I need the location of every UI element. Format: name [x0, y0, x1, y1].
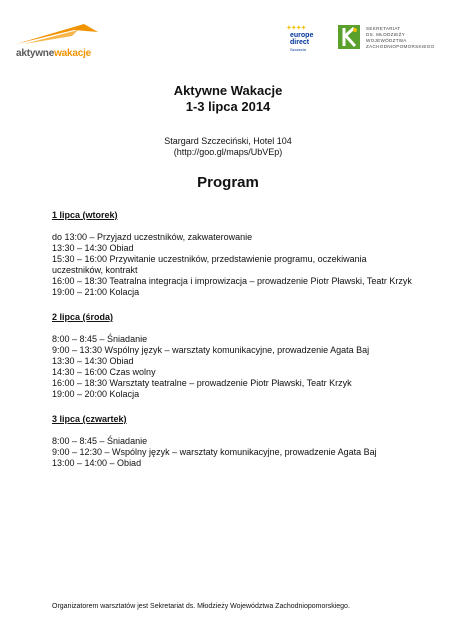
schedule-item: 13:30 – 14:30 Obiad — [52, 243, 134, 253]
program-days — [52, 210, 412, 483]
aktywne-wakacje-logo — [14, 22, 104, 64]
secretariat-logo — [338, 25, 450, 55]
europe-direct-line1: europe — [290, 32, 314, 39]
event-location: Stargard Szczeciński, Hotel 104 — [164, 136, 292, 146]
program-heading: Program — [197, 174, 259, 191]
schedule-item: do 13:00 – Przyjazd uczestników, zakwaterowanie — [52, 232, 253, 242]
event-dates: 1-3 lipca 2014 — [185, 99, 271, 114]
event-map-link[interactable]: (http://goo.gl/maps/UbVEp) — [173, 147, 283, 157]
day-title: 2 lipca (środa) — [52, 312, 114, 322]
organizer-footer: Organizatorem warsztatów jest Sekretariat ds. Młodzieży Województwa Zachodniopomorskiego. — [52, 603, 350, 610]
schedule-item: 14:30 – 16:00 Czas wolny — [52, 367, 156, 377]
schedule-item: 19:00 – 21:00 Kolacja — [52, 287, 140, 297]
schedule-item: 16:00 – 18:30 Teatralna integracja i improwizacja – prowadzenie Piotr Pławski, Teatr Krzyk — [52, 276, 412, 286]
schedule-item: 15:30 – 16:00 Przywitanie uczestników, przedstawienie programu, oczekiwania uczestników, kontrakt — [52, 254, 367, 275]
schedule-item: 13:00 – 14:00 – Obiad — [52, 458, 142, 468]
eu-stars-icon: ✦✦✦✦ — [286, 25, 306, 32]
day-title: 3 lipca (czwartek) — [52, 414, 127, 424]
logo-text: aktywnewakacje — [16, 48, 92, 59]
europe-direct-logo — [284, 24, 320, 58]
secretariat-logo-text: SEKRETARIAT DS. MŁODZIEŻY WOJEWÓDZTWA ZACHODNIOPOMORSKIEGO — [366, 26, 435, 49]
day-1 — [52, 210, 412, 298]
schedule-item: 8:00 – 8:45 – Śniadanie — [52, 436, 148, 446]
schedule-item: 9:00 – 13:30 Wspólny język – warsztaty komunikacyjne, prowadzenie Agata Baj — [52, 345, 370, 355]
day-title: 1 lipca (wtorek) — [52, 210, 118, 220]
europe-direct-line3: Szczecin — [290, 47, 307, 52]
schedule-item: 13:30 – 14:30 Obiad — [52, 356, 134, 366]
schedule-item: 9:00 – 12:30 – Wspólny język – warsztaty komunikacyjne, prowadzenie Agata Baj — [52, 447, 377, 457]
secretariat-mark-icon — [338, 25, 360, 49]
schedule-item: 16:00 – 18:30 Warsztaty teatralne – prowadzenie Piotr Pławski, Teatr Krzyk — [52, 378, 352, 388]
day-2 — [52, 312, 412, 400]
event-title: Aktywne Wakacje — [173, 83, 283, 98]
day-3 — [52, 414, 412, 469]
schedule-item: 19:00 – 20:00 Kolacja — [52, 389, 140, 399]
europe-direct-line2: direct — [290, 39, 310, 46]
schedule-item: 8:00 – 8:45 – Śniadanie — [52, 334, 148, 344]
logo-swoosh-icon — [14, 22, 104, 48]
